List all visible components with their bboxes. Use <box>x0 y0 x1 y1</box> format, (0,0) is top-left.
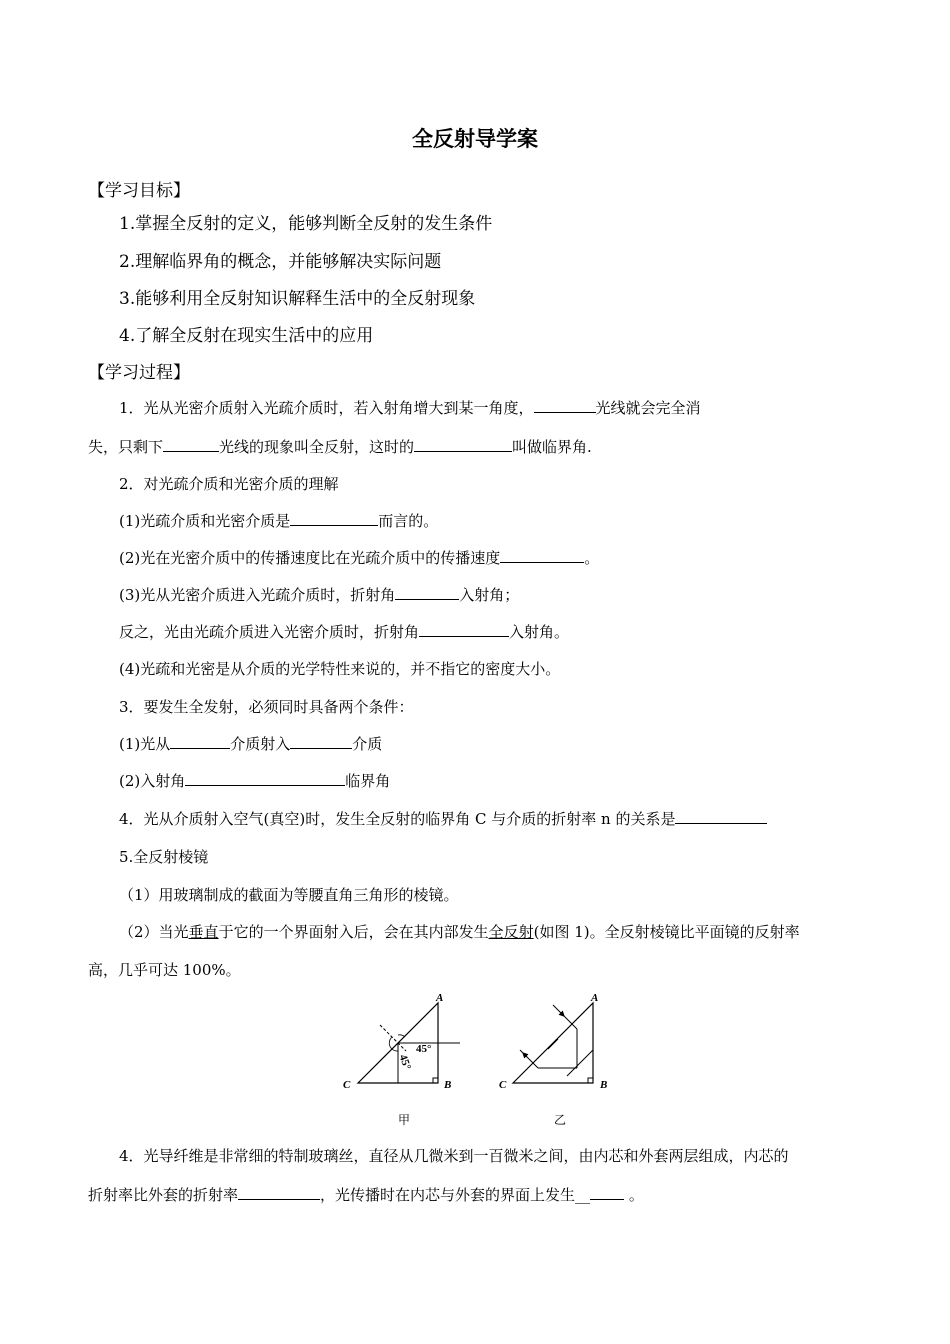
q5-part-2: （2）当光垂直于它的一个界面射入后，会在其内部发生全反射(如图 1)。全反射棱镜比平面镜的反射率 <box>119 923 800 941</box>
fiber-question-line-2: 折射率比外套的折射率 ，光传播时在内芯与外套的界面上发生__ 。 <box>88 1186 644 1204</box>
right-angle-mark <box>588 1078 593 1083</box>
page-title: 全反射导学案 <box>412 127 538 151</box>
prism-figure <box>330 990 630 1130</box>
q2-part-4: (4)光疏和光密是从介质的光学特性来说的，并不指它的密度大小。 <box>119 660 561 678</box>
vertex-c-label: C <box>499 1079 507 1091</box>
q5-heading: 5.全反射棱镜 <box>119 848 209 866</box>
q5-part-1: （1）用玻璃制成的截面为等腰直角三角形的棱镜。 <box>119 886 459 904</box>
blank[interactable] <box>395 585 459 600</box>
goals-heading: 【学习目标】 <box>88 181 190 201</box>
figure-caption: 乙 <box>554 1113 567 1127</box>
blank[interactable] <box>500 548 584 563</box>
q2-part-3: (3)光从光密介质进入光疏介质时，折射角 入射角； <box>119 586 520 604</box>
goal-item-3: 3.能够利用全反射知识解释生活中的全反射现象 <box>119 289 476 309</box>
light-ray <box>548 1039 558 1049</box>
prism-triangle <box>513 1003 593 1083</box>
fiber-question-line-1: 4．光导纤维是非常细的特制玻璃丝，直径从几微米到一百微米之间，由内芯和外套两层组成，内芯的 <box>119 1147 789 1165</box>
goal-item-4: 4.了解全反射在现实生活中的应用 <box>119 326 374 346</box>
blank[interactable] <box>590 1185 624 1200</box>
q5-part-2-cont: 高，几乎可达 100%。 <box>88 961 241 979</box>
goal-item-2: 2.理解临界角的概念，并能够解决实际问题 <box>119 252 442 272</box>
light-ray <box>567 1050 593 1076</box>
blank[interactable] <box>290 734 352 749</box>
vertex-b-label: B <box>444 1079 452 1091</box>
q1-line-1: 1．光从光密介质射入光疏介质时，若入射角增大到某一角度， 光线就会完全消 <box>119 399 701 417</box>
blank[interactable] <box>290 511 378 526</box>
q2-part-1: (1)光疏介质和光密介质是 而言的。 <box>119 512 439 530</box>
light-ray <box>520 1050 538 1068</box>
q2-part-2: (2)光在光密介质中的传播速度比在光疏介质中的传播速度 。 <box>119 549 600 567</box>
blank[interactable] <box>675 809 767 824</box>
light-ray <box>553 1005 577 1029</box>
figure-jia <box>343 992 460 1127</box>
q3-condition-2: (2)入射角 临界角 <box>119 772 391 790</box>
figure-caption: 甲 <box>398 1113 411 1127</box>
vertex-a-label: A <box>591 992 599 1004</box>
blank[interactable] <box>414 437 512 452</box>
q3-heading: 3．要发生全发射，必须同时具备两个条件： <box>119 698 414 716</box>
angle-label: 45° <box>416 1043 432 1055</box>
blank[interactable] <box>185 771 345 786</box>
vertex-b-label: B <box>600 1079 608 1091</box>
blank[interactable] <box>419 622 509 637</box>
vertex-c-label: C <box>343 1079 351 1091</box>
q2-heading: 2．对光疏介质和光密介质的理解 <box>119 475 339 493</box>
angle-label: 45° <box>396 1052 414 1072</box>
vertex-a-label: A <box>436 992 444 1004</box>
q3-condition-1: (1)光从 介质射入 介质 <box>119 735 383 753</box>
normal-line <box>380 1025 406 1051</box>
q1-line-2: 失，只剩下 光线的现象叫全反射，这时的 叫做临界角. <box>88 438 592 456</box>
blank[interactable] <box>163 437 219 452</box>
q2-part-3-cont: 反之，光由光疏介质进入光密介质时，折射角 入射角。 <box>119 623 570 641</box>
right-angle-mark <box>433 1078 438 1083</box>
blank[interactable] <box>170 734 230 749</box>
ray-arrow <box>562 1014 564 1016</box>
q4-question: 4．光从介质射入空气(真空)时，发生全反射的临界角 C 与介质的折射率 n 的关系是 <box>119 808 767 829</box>
process-heading: 【学习过程】 <box>88 363 190 383</box>
blank[interactable] <box>238 1185 320 1200</box>
blank[interactable] <box>534 398 596 413</box>
goal-item-1: 1.掌握全反射的定义，能够判断全反射的发生条件 <box>119 214 493 234</box>
figure-yi <box>499 992 607 1127</box>
ray-arrow <box>523 1053 527 1057</box>
